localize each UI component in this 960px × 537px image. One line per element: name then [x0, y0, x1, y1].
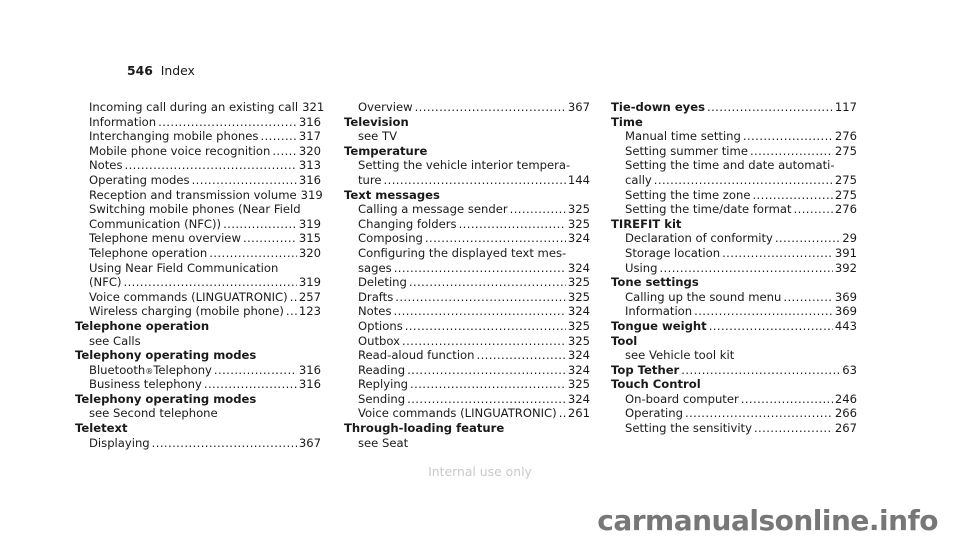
- internal-use-footer: Internal use only: [428, 464, 532, 479]
- index-entry: [75, 436, 321, 451]
- page-ref: 316: [298, 172, 321, 187]
- dot-leader: [407, 392, 566, 407]
- page-ref: 275: [834, 187, 857, 202]
- page-ref: 443: [834, 318, 857, 333]
- entry-term: Read-aloud function: [358, 348, 475, 363]
- entry-term: Sending: [358, 391, 406, 406]
- index-entry: [611, 144, 857, 159]
- page-ref: 315: [298, 231, 321, 246]
- page-ref: 320: [298, 245, 321, 260]
- page-ref: 313: [298, 158, 321, 173]
- page-ref: 320: [298, 143, 321, 158]
- dot-leader: [223, 217, 297, 232]
- index-subline: see Seat: [358, 435, 409, 450]
- entry-term: Reading: [358, 362, 406, 377]
- page-ref: 324: [567, 231, 590, 246]
- index-subline: see TV: [358, 129, 398, 144]
- page-ref: 367: [298, 435, 321, 450]
- page-ref: 367: [567, 100, 590, 114]
- page-ref: 324: [567, 362, 590, 377]
- dot-leader: [707, 100, 833, 115]
- entry-term: Tongue weight: [611, 318, 707, 333]
- dot-leader: [681, 363, 840, 378]
- entry-term: Operating modes: [89, 172, 190, 187]
- index-heading: Text messages: [344, 187, 440, 202]
- index-entry: [344, 334, 590, 349]
- dot-leader: [459, 217, 566, 232]
- index-heading: Touch Control: [611, 377, 701, 392]
- entry-term: Wireless charging (mobile phone): [89, 304, 284, 319]
- dot-leader: [394, 304, 566, 319]
- entry-term: Replying: [358, 377, 409, 392]
- entry-term: Information: [625, 304, 693, 319]
- index-entry: [75, 173, 321, 188]
- dot-leader: [752, 188, 832, 203]
- dot-leader: [425, 231, 566, 246]
- dot-leader: [743, 129, 833, 144]
- index-heading: Telephony operating modes: [75, 348, 257, 363]
- index-subline: Setting the time and date automati-: [625, 158, 835, 173]
- page-ref: 144: [567, 172, 590, 187]
- index-entry: [75, 275, 321, 290]
- entry-term: Drafts: [358, 289, 394, 304]
- dot-leader: [477, 348, 566, 363]
- section-title: Index: [160, 63, 195, 78]
- dot-leader: [272, 144, 297, 159]
- index-entry: [611, 129, 857, 144]
- dot-leader: [654, 173, 833, 188]
- dot-leader: [510, 202, 566, 217]
- index-entry: [75, 158, 321, 173]
- entry-term: Calling up the sound menu: [625, 289, 782, 304]
- page-ref: 391: [834, 245, 857, 260]
- page-ref: 325: [567, 333, 590, 348]
- index-entry: [611, 392, 857, 407]
- page-ref: 324: [567, 348, 590, 363]
- dot-leader: [409, 275, 566, 290]
- index-subline: Setting the vehicle interior tempera-: [358, 158, 571, 173]
- index-entry: [75, 144, 321, 159]
- index-heading: Tool: [611, 333, 638, 348]
- entry-term: Bluetooth: [89, 362, 146, 377]
- page-ref: 324: [567, 304, 590, 319]
- entry-term: Composing: [358, 231, 423, 246]
- index-entry: [75, 188, 321, 203]
- index-entry: [75, 231, 321, 246]
- index-entry: [344, 290, 590, 305]
- index-heading: Telephony operating modes: [75, 391, 257, 406]
- entry-term: Changing folders: [358, 216, 457, 231]
- page-ref: 261: [567, 406, 590, 421]
- entry-term: Calling a message sender: [358, 202, 508, 217]
- index-entry: [611, 246, 857, 261]
- index-entry: [75, 100, 325, 115]
- page-ref: 325: [567, 275, 590, 290]
- dot-leader: [260, 129, 296, 144]
- page-ref: 324: [567, 260, 590, 275]
- entry-term: Business telephony: [89, 377, 202, 392]
- index-heading: Temperature: [344, 143, 428, 158]
- index-heading: Tone settings: [611, 275, 699, 290]
- index-entry: [75, 246, 321, 261]
- dot-leader: [384, 173, 566, 188]
- dot-leader: [125, 158, 297, 173]
- dot-leader: [158, 115, 297, 130]
- index-entry: [75, 115, 321, 130]
- index-entry: [344, 406, 590, 421]
- index-entry: [611, 231, 857, 246]
- index-entry: [344, 173, 590, 188]
- page-ref: 321: [302, 100, 325, 114]
- index-entry: [344, 100, 590, 115]
- entry-term: Manual time setting: [625, 129, 741, 144]
- index-entry: [611, 304, 857, 319]
- index-entry: [344, 217, 590, 232]
- dot-leader: [395, 290, 566, 305]
- index-entry: [75, 129, 321, 144]
- index-entry: [75, 377, 321, 392]
- index-entry: [344, 363, 590, 378]
- page-ref: 257: [298, 289, 321, 304]
- entry-term: Storage location: [625, 245, 721, 260]
- dot-leader: [741, 392, 833, 407]
- entry-term: On-board computer: [625, 391, 739, 406]
- page-ref: 319: [298, 216, 321, 231]
- dot-leader: [722, 246, 833, 261]
- dot-leader: [415, 100, 566, 115]
- index-entry: [611, 261, 857, 276]
- page-ref: 117: [834, 100, 857, 114]
- dot-leader: [204, 377, 297, 392]
- entry-term: Telephone menu overview: [89, 231, 241, 246]
- entry-term: Outbox: [358, 333, 400, 348]
- entry-term: Information: [89, 114, 157, 129]
- dot-leader: [694, 304, 833, 319]
- dot-leader: [286, 304, 297, 319]
- dot-leader: [685, 406, 833, 421]
- dot-leader: [750, 144, 833, 159]
- index-subline: see Vehicle tool kit: [625, 348, 735, 363]
- entry-term: Using: [625, 260, 658, 275]
- index-column-3: [611, 100, 857, 436]
- entry-term: Interchanging mobile phones: [89, 129, 259, 144]
- dot-leader: [407, 363, 566, 378]
- entry-term: Mobile phone voice recognition: [89, 143, 271, 158]
- dot-leader: [405, 319, 566, 334]
- page-ref: 324: [567, 391, 590, 406]
- entry-term: Notes: [89, 158, 123, 173]
- entry-term-suffix: Telephony: [153, 362, 212, 377]
- entry-term: Communication (NFC)): [89, 216, 222, 231]
- index-entry: [344, 231, 590, 246]
- page-ref: 316: [298, 362, 321, 377]
- dot-leader: [209, 246, 297, 261]
- dot-leader: [410, 377, 566, 392]
- page-ref: 63: [842, 362, 857, 377]
- dot-leader: [559, 406, 566, 421]
- index-heading: Teletext: [75, 421, 128, 436]
- dot-leader: [659, 261, 832, 276]
- page-ref: 276: [834, 202, 857, 217]
- dot-leader: [754, 421, 833, 436]
- entry-term: Voice commands (LINGUATRONIC): [89, 289, 288, 304]
- index-subline: Configuring the displayed text mes-: [358, 245, 567, 260]
- index-entry: [611, 188, 857, 203]
- page-header: [127, 64, 195, 79]
- dot-leader: [214, 363, 297, 378]
- index-entry-heading: [611, 363, 857, 378]
- entry-term: Setting the sensitivity: [625, 421, 752, 436]
- dot-leader: [783, 290, 833, 305]
- index-entry: [611, 406, 857, 421]
- dot-leader: [709, 319, 833, 334]
- entry-term: sages: [358, 260, 392, 275]
- index-entry: [611, 173, 857, 188]
- index-subline: Switching mobile phones (Near Field: [89, 202, 301, 217]
- index-entry-heading: [611, 319, 857, 334]
- page-ref: 325: [567, 318, 590, 333]
- index-entry: [344, 304, 590, 319]
- index-entry: [344, 261, 590, 276]
- index-entry: [344, 392, 590, 407]
- index-entry: [75, 304, 321, 319]
- index-entry: [611, 290, 857, 305]
- dot-leader: [402, 334, 566, 349]
- index-entry-heading: [611, 100, 857, 115]
- entry-term: Setting the time zone: [625, 187, 751, 202]
- page-ref: 275: [834, 172, 857, 187]
- index-entry: [611, 421, 857, 436]
- entry-term: Displaying: [89, 435, 150, 450]
- entry-term: Reception and transmission volume: [89, 187, 297, 202]
- index-entry: Bluetooth ® Telephony ..... 316: [75, 363, 321, 378]
- index-heading: Through-loading feature: [344, 421, 505, 436]
- page-ref: 317: [298, 129, 321, 144]
- page-ref: 325: [567, 377, 590, 392]
- index-entry: [344, 275, 590, 290]
- dot-leader: [794, 202, 833, 217]
- entry-term: Setting the time/date format: [625, 202, 792, 217]
- site-watermark: carmanualsonline.info: [597, 504, 938, 537]
- entry-term: Notes: [358, 304, 392, 319]
- index-entry: [75, 290, 321, 305]
- index-column-2: [344, 100, 590, 450]
- index-entry: [344, 348, 590, 363]
- dot-leader: [192, 173, 297, 188]
- page-ref: 325: [567, 289, 590, 304]
- page-ref: 266: [834, 406, 857, 421]
- index-heading: Television: [344, 114, 409, 129]
- page-ref: 319: [298, 275, 321, 290]
- entry-term: Tie-down eyes: [611, 100, 706, 114]
- index-entry: [611, 202, 857, 217]
- index-subline: see Second telephone: [89, 406, 218, 421]
- index-entry: [75, 217, 321, 232]
- entry-term: Setting summer time: [625, 143, 748, 158]
- page-ref: 325: [567, 202, 590, 217]
- entry-term: Options: [358, 318, 403, 333]
- dot-leader: [243, 231, 297, 246]
- index-entry: [344, 319, 590, 334]
- dot-leader: [152, 436, 297, 451]
- page-ref: 369: [834, 289, 857, 304]
- page-ref: 246: [834, 391, 857, 406]
- index-column-1: [75, 100, 325, 450]
- entry-term: Incoming call during an existing call: [89, 100, 299, 114]
- page-ref: 316: [298, 377, 321, 392]
- dot-leader: [775, 231, 840, 246]
- page-ref: 276: [834, 129, 857, 144]
- page-ref: 325: [567, 216, 590, 231]
- page-number: 546: [127, 63, 153, 78]
- entry-term: (NFC): [89, 275, 122, 290]
- entry-term: Voice commands (LINGUATRONIC): [358, 406, 557, 421]
- entry-term: Deleting: [358, 275, 407, 290]
- entry-term: Overview: [358, 100, 413, 114]
- entry-term: ture: [358, 172, 382, 187]
- index-entry: [344, 377, 590, 392]
- index-entry: [344, 202, 590, 217]
- page-ref: 275: [834, 143, 857, 158]
- entry-term: Declaration of conformity: [625, 231, 773, 246]
- index-subline: see Calls: [89, 333, 141, 348]
- page-ref: 267: [834, 421, 857, 436]
- dot-leader: [123, 275, 296, 290]
- index-subline: Using Near Field Communication: [89, 260, 279, 275]
- page-ref: 316: [298, 114, 321, 129]
- page-ref: 123: [298, 304, 321, 319]
- index-heading: TIREFIT kit: [611, 216, 682, 231]
- entry-term: Top Tether: [611, 362, 680, 377]
- index-heading: Telephone operation: [75, 318, 210, 333]
- entry-term: Operating: [625, 406, 683, 421]
- page-ref: 319: [300, 187, 323, 202]
- entry-term: cally: [625, 172, 652, 187]
- dot-leader: [290, 290, 297, 305]
- page-ref: 369: [834, 304, 857, 319]
- index-heading: Time: [611, 114, 643, 129]
- page-ref: 29: [842, 231, 857, 246]
- entry-term: Telephone operation: [89, 245, 208, 260]
- dot-leader: [394, 261, 566, 276]
- page-ref: 392: [834, 260, 857, 275]
